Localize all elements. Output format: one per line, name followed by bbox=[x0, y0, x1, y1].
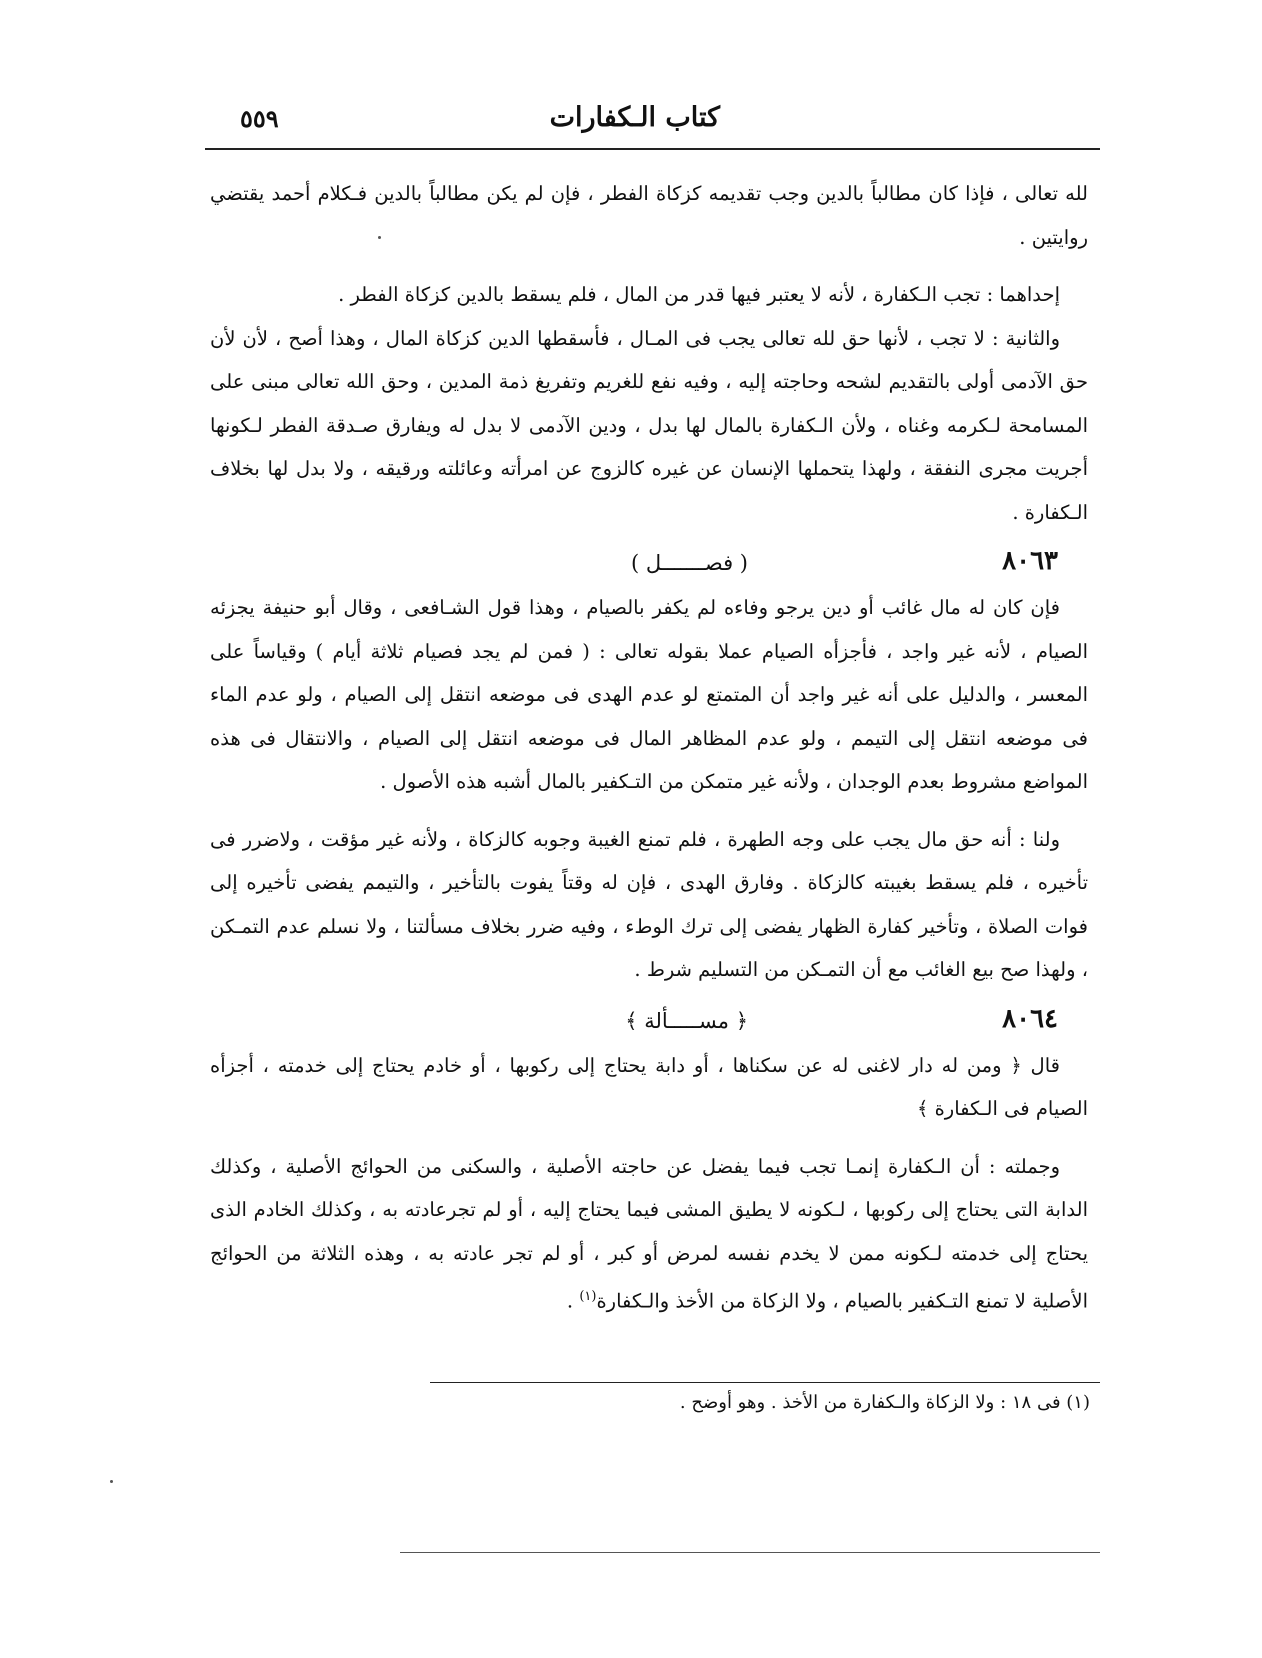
paragraph-absent-wealth: فإن كان له مال غائب أو دين يرجو وفاءه لم يكفر بالصيام ، وهذا قول الشـافعى ، وقال أبو حنيفة يجزئه الصيام ، لأنه غير واجد ، فأجزأه الصيام عملا بقوله تعالى : ( فمن لم يجد فصيام ثلاثة أيام ) وقياساً على المعسر ، والدليل على أنه غير واجد أن المتمتع لو عدم الهدى فى موضعه انتقل إلى الصيام ، ولو عدم الماء فى موضعه انتقل إلى التيمم ، ولو عدم المظاهر المال فى موضعه انتقل إلى الصيام ، والانتقال فى هذه المواضع مشروط بعدم الوجدان ، ولأنه غير متمكن من التـكفير بالمال أشبه هذه الأصول . bbox=[210, 596, 1088, 793]
footnote-divider bbox=[430, 1382, 1100, 1383]
section-label: ﴿ مســـــألة ﴾ bbox=[625, 1008, 748, 1033]
footnote-marker: (١) bbox=[579, 1289, 597, 1304]
section-heading-8063 bbox=[210, 540, 1088, 586]
scan-speck bbox=[110, 1480, 113, 1483]
section-number: ٨٠٦٤ bbox=[1002, 1003, 1058, 1034]
section-label: ( فصـــــــل ) bbox=[631, 551, 748, 575]
summary-text: وجملته : أن الـكفارة إنمـا تجب فيما يفضل عن حاجته الأصلية ، والسكنى من الحوائج الأصلية ، وكذلك الدابة التى يحتاج إلى ركوبها ، لـكونه لا يطيق المشى فيما يحتاج إليه ، أو لم تجرعادته به ، وكذلك الخادم الذى يحتاج إلى خدمته لـكونه ممن لا يخدم نفسه لمرض أو كبر ، أو لم تجر عادته به ، وهذه الثلاثة من الحوائج الأصلية لا تمنع التـكفير بالصيام ، ولا الزكاة من الأخذ والـكفارة bbox=[210, 1154, 1088, 1313]
running-title: كتاب الـكفارات bbox=[549, 102, 720, 133]
page-number: ٥٥٩ bbox=[240, 104, 279, 133]
header-divider bbox=[205, 148, 1100, 150]
paragraph-quote: قال ﴿ ومن له دار لاغنى له عن سكناها ، أو دابة يحتاج إلى ركوبها ، أو خادم يحتاج إلى خدمته ، أجزأه الصيام فى الـكفارة ﴾ bbox=[210, 1053, 1088, 1120]
main-text bbox=[210, 172, 1088, 1323]
paragraph-second-narration: والثانية : لا تجب ، لأنها حق لله تعالى يجب فى المـال ، فأسقطها الدين كزكاة المال ، وهذا أصح ، لأن لأن حق الآدمى أولى بالتقديم لشحه وحاجته إليه ، وفيه نفع للغريم وتفريغ ذمة المدين ، وحق الله تعالى مبنى على المسامحة لـكرمه وغناه ، ولأن الـكفارة بالمال لها بدل ، ودين الآدمى لا بدل له ويفارق صـدقة الفطر لـكونها أجريت مجرى النفقة ، ولهذا يتحملها الإنسان عن غيره كالزوج عن امرأته وعائلته ورقيقه ، ولا بدل لها بخلاف الـكفارة . bbox=[210, 326, 1088, 524]
book-page bbox=[200, 0, 1100, 1658]
section-number: ٨٠٦٣ bbox=[1002, 546, 1058, 576]
page-header bbox=[200, 98, 1100, 148]
paragraph-continuation: لله تعالى ، فإذا كان مطالباً بالدين وجب تقديمه كزكاة الفطر ، فإن لم يكن مطالباً بالدين فـكلام أحمد يقتضي روايتين . bbox=[210, 182, 1088, 249]
paragraph-summary bbox=[210, 1145, 1088, 1324]
scan-speck bbox=[378, 236, 381, 239]
paragraph-our-argument: ولنا : أنه حق مال يجب على وجه الطهرة ، فلم تمنع الغيبة وجوبه كالزكاة ، ولأنه غير مؤقت ، ولاضرر فى تأخيره ، فلم يسقط بغيبته كالزكاة . وفارق الهدى ، فإن له وقتاً يفوت بالتأخير ، والتيمم يفضى تأخيره إلى فوات الصلاة ، وتأخير كفارة الظهار يفضى إلى ترك الوطء ، وفيه ضرر بخلاف مسألتنا ، ولا نسلم عدم التمـكن ، ولهذا صح بيع الغائب مع أن التمـكن من التسليم شرط . bbox=[210, 827, 1088, 981]
footnote: (١) فى ١٨ : ولا الزكاة والـكفارة من الأخذ . وهو أوضح . bbox=[679, 1392, 1090, 1413]
section-heading-8064 bbox=[210, 998, 1088, 1044]
summary-end: . bbox=[566, 1289, 580, 1313]
paragraph-first-narration: إحداهما : تجب الـكفارة ، لأنه لا يعتبر فيها قدر من المال ، فلم يسقط بالدين كزكاة الفطر . bbox=[338, 283, 1060, 306]
bottom-divider bbox=[400, 1552, 1100, 1553]
